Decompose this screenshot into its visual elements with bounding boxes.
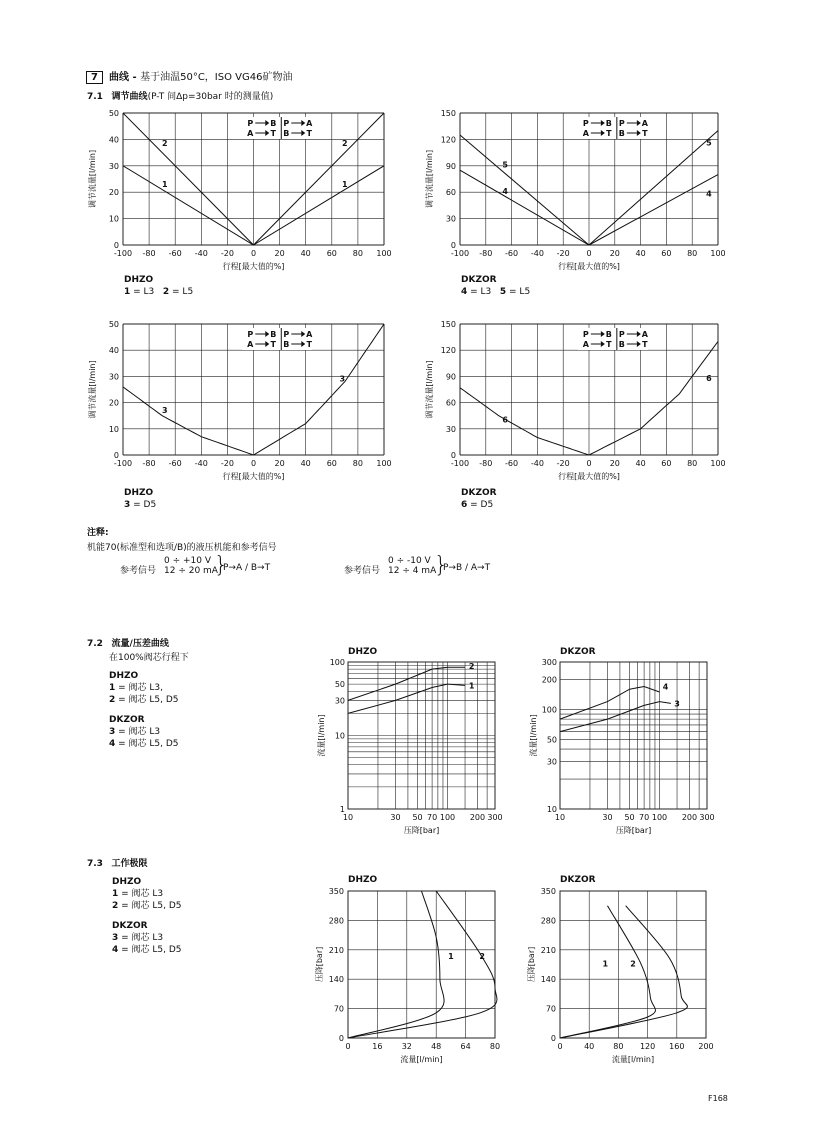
y-tick-label: 60 — [445, 398, 456, 408]
x-tick-label: -100 — [113, 459, 133, 468]
flow-path-from: P — [618, 119, 625, 128]
flow-path-from: P — [247, 119, 254, 128]
x-tick-label: 200 — [681, 813, 698, 822]
y-tick-label: 140 — [540, 975, 556, 985]
plot-frame — [348, 891, 495, 1038]
y-tick-label: 40 — [108, 346, 119, 356]
x-tick-label: 300 — [699, 813, 715, 822]
y-tick-label: 150 — [440, 109, 456, 118]
x-tick-label: 160 — [669, 1042, 685, 1051]
flow-path-to: B — [605, 119, 612, 128]
section-title: 曲线 - — [108, 72, 141, 83]
curve-label: 6 — [502, 415, 508, 425]
x-tick-label: 30 — [390, 813, 401, 822]
x-tick-label: 48 — [431, 1042, 442, 1051]
y-tick-label: 50 — [108, 320, 119, 329]
s71-title: 调节曲线 — [111, 92, 148, 102]
ref1-b: 12 ÷ 20 mA — [164, 566, 218, 576]
c3-leg1-n: 3 — [124, 500, 131, 510]
s73-d2-v: = 阀芯 L5, D5 — [121, 901, 182, 911]
notes-line: 机能70(标准型和选项/B)的液压机能和参考信号 — [87, 543, 277, 553]
c1-leg2-v: = L5 — [172, 287, 194, 297]
x-tick-label: -40 — [530, 459, 544, 468]
flow-path-from: P — [247, 330, 254, 339]
y-tick-label: 30 — [445, 424, 456, 434]
s72-dkzor: DKZOR — [109, 715, 145, 725]
s72-d1-n: 1 — [109, 683, 116, 693]
c3-model: DHZO — [124, 488, 154, 498]
flow-path-to: T — [306, 129, 313, 138]
flow-path-to: A — [641, 330, 648, 339]
x-tick-label: -80 — [142, 249, 156, 258]
x-tick-label: 30 — [602, 813, 613, 822]
x-tick-label: 50 — [624, 813, 635, 822]
series-line-1 — [348, 891, 444, 1038]
series-line-3 — [560, 702, 671, 732]
y-axis-label: 压降[bar] — [527, 946, 536, 983]
flow-path-to: T — [270, 129, 277, 138]
ref2-brace: } — [434, 553, 448, 578]
curve-label: 4 — [706, 189, 712, 199]
x-axis-label: 压降[bar] — [615, 826, 652, 835]
x-tick-label: 200 — [698, 1042, 714, 1051]
c4-leg1-n: 6 — [461, 500, 468, 510]
x-tick-label: 120 — [639, 1042, 656, 1051]
x-axis-label: 行程[最大值的%] — [558, 262, 620, 271]
y-tick-label: 10 — [108, 424, 119, 434]
flow-path-to: B — [270, 119, 277, 128]
s73-k1-v: = 阀芯 L3 — [121, 933, 164, 943]
s73-k1-n: 3 — [112, 933, 119, 943]
x-tick-label: -80 — [479, 459, 493, 468]
x-axis-label: 流量[l/min] — [611, 1055, 655, 1064]
y-tick-label: 90 — [445, 161, 456, 171]
x-tick-label: -40 — [194, 459, 208, 468]
ref1-brace: } — [214, 553, 228, 578]
x-tick-label: 70 — [427, 813, 438, 822]
s72-number: 7.2 — [87, 639, 103, 649]
x-tick-label: 10 — [554, 813, 566, 822]
x-tick-label: -60 — [168, 459, 182, 468]
c1-leg1-n: 1 — [124, 287, 131, 297]
x-tick-label: 40 — [635, 249, 646, 258]
ref1-label: 参考信号 — [120, 566, 157, 576]
x-tick-label: -20 — [220, 459, 234, 468]
curve-label: 5 — [502, 160, 508, 170]
ref2-result: P→B / A→T — [443, 563, 491, 573]
curve-label: 3 — [674, 699, 680, 709]
y-tick-label: 30 — [334, 696, 345, 706]
x-tick-label: 100 — [376, 249, 392, 258]
flow-path-to: T — [306, 340, 313, 349]
x-tick-label: -80 — [142, 459, 156, 468]
c2-leg2-v: = L5 — [509, 287, 531, 297]
y-tick-label: 30 — [546, 757, 557, 767]
curve-label: 2 — [479, 952, 485, 962]
x-tick-label: 0 — [345, 1042, 351, 1051]
s73-chartA-title: DHZO — [348, 875, 378, 885]
y-tick-label: 0 — [450, 241, 456, 250]
ref1-a: 0 ÷ +10 V — [164, 556, 211, 566]
y-tick-label: 20 — [108, 398, 119, 408]
c4-model: DKZOR — [461, 488, 497, 498]
x-tick-label: 100 — [710, 249, 726, 258]
y-tick-label: 300 — [541, 658, 557, 667]
flow-path-to: T — [606, 340, 612, 349]
c1-leg2-n: 2 — [162, 287, 170, 297]
x-tick-label: 60 — [326, 249, 337, 258]
x-axis-label: 行程[最大值的%] — [222, 262, 285, 271]
y-tick-label: 140 — [328, 975, 344, 985]
flow-path-from: B — [618, 340, 625, 349]
y-tick-label: 210 — [328, 945, 344, 955]
s72-chartB-title: DKZOR — [560, 647, 596, 657]
s73-k2-v: = 阀芯 L5, D5 — [121, 945, 182, 955]
x-tick-label: 60 — [661, 459, 672, 468]
x-tick-label: 40 — [635, 459, 646, 468]
y-tick-label: 0 — [113, 241, 119, 250]
x-tick-label: 0 — [250, 459, 257, 468]
x-tick-label: 100 — [651, 813, 668, 822]
x-tick-label: -40 — [530, 249, 544, 258]
series-line-2 — [560, 906, 687, 1038]
c1-model: DHZO — [124, 275, 154, 285]
y-tick-label: 1 — [339, 805, 345, 814]
series-line-2 — [348, 891, 497, 1038]
y-axis-label: 调节流量[l/min] — [88, 149, 97, 209]
flow-path-from: P — [582, 330, 589, 339]
y-axis-label: 调节流量[l/min] — [425, 149, 434, 209]
flow-path-from: P — [283, 330, 290, 339]
y-tick-label: 70 — [333, 1004, 344, 1014]
ref1-result: P→A / B→T — [223, 563, 271, 573]
x-tick-label: 20 — [274, 249, 285, 258]
y-tick-label: 50 — [334, 680, 345, 690]
x-tick-label: 40 — [584, 1042, 595, 1051]
y-tick-label: 30 — [445, 214, 456, 224]
y-tick-label: 280 — [540, 916, 556, 926]
y-tick-label: 30 — [108, 161, 119, 171]
x-tick-label: 80 — [687, 459, 698, 468]
flow-path-to: T — [642, 129, 648, 138]
x-tick-label: 40 — [300, 249, 311, 258]
y-tick-label: 0 — [338, 1034, 344, 1043]
curve-label: 2 — [630, 959, 636, 969]
s73-d2-n: 2 — [112, 901, 119, 911]
y-tick-label: 280 — [328, 916, 344, 926]
x-tick-label: -100 — [450, 459, 470, 468]
curve-label: 2 — [468, 662, 475, 672]
flow-path-from: A — [582, 129, 589, 138]
s73-dhzo: DHZO — [112, 877, 142, 887]
c2-leg1-n: 4 — [461, 287, 468, 297]
curve-label: 4 — [502, 186, 508, 196]
x-tick-label: -100 — [113, 249, 133, 258]
c2-leg2-n: 5 — [499, 287, 507, 297]
flow-path-from: A — [247, 340, 254, 349]
s73-k2-n: 4 — [112, 945, 119, 955]
s72-subtitle: 在100%阀芯行程下 — [109, 653, 189, 663]
s72-k2-n: 4 — [109, 739, 116, 749]
curve-label: 4 — [662, 682, 669, 692]
curve-label: 3 — [339, 374, 346, 384]
x-tick-label: -60 — [505, 249, 519, 258]
s72-k2-v: = 阀芯 L5, D5 — [118, 739, 179, 749]
flow-path-from: P — [618, 330, 625, 339]
x-tick-label: 0 — [586, 249, 592, 258]
x-tick-label: 20 — [609, 249, 620, 258]
y-tick-label: 10 — [108, 214, 119, 224]
flow-path-from: P — [283, 119, 290, 128]
curve-label: 6 — [706, 373, 712, 383]
x-tick-label: 70 — [639, 813, 650, 822]
y-tick-label: 60 — [445, 188, 456, 198]
x-tick-label: -80 — [479, 249, 493, 258]
c2-model: DKZOR — [461, 275, 497, 285]
x-tick-label: 16 — [372, 1042, 383, 1051]
x-tick-label: 80 — [613, 1042, 624, 1051]
x-tick-label: 32 — [401, 1042, 412, 1051]
x-tick-label: -60 — [505, 459, 519, 468]
series-line-1 — [560, 906, 655, 1038]
flow-path-to: T — [270, 340, 277, 349]
x-tick-label: 0 — [586, 459, 592, 468]
curve-label: 3 — [161, 406, 168, 416]
y-tick-label: 70 — [545, 1004, 556, 1014]
y-tick-label: 40 — [108, 135, 119, 145]
x-tick-label: -40 — [194, 249, 208, 258]
y-axis-label: 压降[bar] — [315, 946, 324, 983]
x-tick-label: 40 — [300, 459, 311, 468]
y-tick-label: 350 — [540, 887, 556, 896]
s73-title: 工作极限 — [111, 859, 148, 869]
s72-d2-v: = 阀芯 L5, D5 — [118, 695, 179, 705]
x-tick-label: 60 — [661, 249, 672, 258]
x-tick-label: 80 — [352, 249, 363, 258]
curve-label: 5 — [706, 138, 712, 148]
flow-path-from: A — [582, 340, 589, 349]
x-tick-label: -20 — [220, 249, 234, 258]
x-tick-label: -20 — [556, 459, 570, 468]
x-axis-label: 行程[最大值的%] — [558, 472, 620, 481]
x-tick-label: 100 — [710, 459, 726, 468]
x-tick-label: 50 — [412, 813, 423, 822]
curve-label: 1 — [602, 959, 609, 969]
notes-title: 注释: — [87, 528, 109, 538]
y-tick-label: 120 — [440, 346, 456, 356]
y-axis-label: 调节流量[l/min] — [88, 360, 97, 419]
curve-label: 2 — [161, 139, 168, 148]
flow-path-from: B — [618, 129, 625, 138]
flow-path-to: A — [641, 119, 648, 128]
x-tick-label: 100 — [439, 813, 456, 822]
y-tick-label: 200 — [541, 675, 557, 685]
s73-number: 7.3 — [87, 859, 103, 869]
s72-chartA-title: DHZO — [348, 647, 378, 657]
s71-note: (P-T 间Δp=30bar 时的测量值) — [147, 92, 274, 102]
s73-d1-n: 1 — [112, 889, 119, 899]
y-axis-label: 流量[l/min] — [529, 714, 538, 757]
y-tick-label: 120 — [440, 135, 456, 145]
section-number: 7 — [86, 71, 103, 84]
ref2-a: 0 ÷ -10 V — [388, 556, 431, 566]
c3-leg1-v: = D5 — [133, 500, 157, 510]
y-tick-label: 20 — [108, 188, 119, 198]
x-tick-label: 20 — [274, 459, 285, 468]
s72-d2-n: 2 — [109, 695, 116, 705]
x-tick-label: 20 — [609, 459, 620, 468]
ref2-b: 12 ÷ 4 mA — [388, 566, 437, 576]
s73-d1-v: = 阀芯 L3 — [121, 889, 164, 899]
y-tick-label: 210 — [540, 945, 556, 955]
x-tick-label: 200 — [469, 813, 486, 822]
y-tick-label: 100 — [541, 705, 557, 715]
flow-path-to: B — [605, 330, 612, 339]
flow-path-from: B — [283, 340, 290, 349]
y-tick-label: 0 — [550, 1034, 556, 1043]
x-tick-label: 64 — [460, 1042, 471, 1051]
flow-path-to: A — [306, 119, 313, 128]
y-tick-label: 150 — [440, 320, 456, 329]
s72-d1-v: = 阀芯 L3, — [118, 683, 164, 693]
x-tick-label: 80 — [687, 249, 698, 258]
y-axis-label: 调节流量[l/min] — [425, 360, 434, 419]
x-tick-label: -20 — [556, 249, 570, 258]
curve-label: 1 — [342, 179, 348, 189]
s73-dkzor: DKZOR — [112, 921, 148, 931]
y-tick-label: 10 — [546, 805, 557, 814]
flow-path-to: T — [606, 129, 612, 138]
y-tick-label: 10 — [334, 731, 345, 741]
s72-dhzo: DHZO — [109, 671, 139, 681]
curve-label: 1 — [161, 179, 168, 189]
x-tick-label: 60 — [326, 459, 337, 468]
x-tick-label: -100 — [450, 249, 470, 258]
flow-path-to: T — [642, 340, 648, 349]
curve-label: 2 — [342, 139, 348, 148]
s72-k1-n: 3 — [109, 727, 116, 737]
x-tick-label: 0 — [250, 249, 257, 258]
s72-k1-v: = 阀芯 L3 — [118, 727, 161, 737]
curve-label: 1 — [468, 681, 475, 691]
plot-frame — [560, 662, 707, 809]
flow-path-from: A — [247, 129, 254, 138]
curve-label: 1 — [448, 952, 454, 962]
x-tick-label: 80 — [352, 459, 363, 468]
x-axis-label: 压降[bar] — [403, 826, 440, 835]
y-tick-label: 0 — [113, 451, 119, 460]
y-tick-label: 50 — [546, 735, 557, 745]
c2-leg1-v: = L3 — [470, 287, 492, 297]
x-tick-label: 80 — [489, 1042, 501, 1051]
s72-title: 流量/压差曲线 — [111, 639, 169, 649]
y-tick-label: 350 — [328, 887, 344, 896]
y-tick-label: 90 — [445, 372, 456, 382]
x-tick-label: 0 — [557, 1042, 563, 1051]
y-tick-label: 50 — [108, 109, 119, 118]
y-axis-label: 流量[l/min] — [317, 714, 326, 757]
x-tick-label: 100 — [376, 459, 392, 468]
flow-path-from: B — [283, 129, 290, 138]
c4-leg1-v: = D5 — [470, 500, 494, 510]
ref2-label: 参考信号 — [344, 566, 381, 576]
x-tick-label: -60 — [168, 249, 182, 258]
c1-leg1-v: = L3 — [133, 287, 155, 297]
section-subtitle: 基于油温50°C，ISO VG46矿物油 — [140, 72, 293, 83]
flow-path-to: B — [270, 330, 277, 339]
y-tick-label: 30 — [108, 372, 119, 382]
y-tick-label: 100 — [329, 658, 345, 667]
x-tick-label: 300 — [487, 813, 503, 822]
x-axis-label: 行程[最大值的%] — [222, 472, 285, 481]
x-axis-label: 流量[l/min] — [400, 1055, 443, 1064]
flow-path-from: P — [582, 119, 589, 128]
s71-number: 7.1 — [87, 92, 103, 102]
page-number: F168 — [708, 1094, 728, 1103]
x-tick-label: 10 — [342, 813, 354, 822]
y-tick-label: 0 — [450, 451, 456, 460]
s73-chartB-title: DKZOR — [560, 875, 596, 885]
flow-path-to: A — [306, 330, 313, 339]
